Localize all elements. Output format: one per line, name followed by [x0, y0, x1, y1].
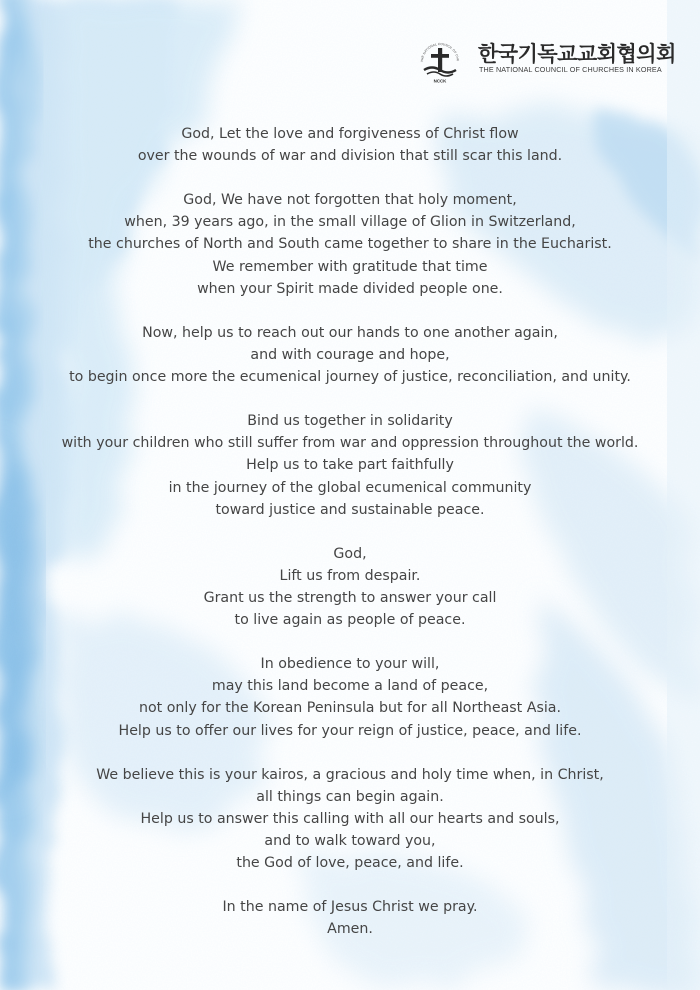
prayer-stanza [0, 189, 700, 299]
prayer-line: when, 39 years ago, in the small village of Glion in Switzerland, [124, 214, 576, 231]
prayer-line: In the name of Jesus Christ we pray. [222, 899, 478, 916]
ncck-emblem-icon [418, 40, 462, 84]
prayer-text [0, 123, 700, 963]
prayer-line: Now, help us to reach out our hands to one another again, [142, 324, 558, 341]
prayer-line: over the wounds of war and division that still scar this land. [137, 148, 563, 165]
prayer-line: God, Let the love and forgiveness of Christ flow [181, 126, 519, 142]
prayer-line: toward justice and sustainable peace. [215, 501, 485, 518]
prayer-line: God, [333, 545, 367, 562]
prayer-stanza [0, 322, 700, 388]
logo-ring-text: THE NATIONAL COUNCIL OF CHU [419, 41, 461, 63]
prayer-line: with your children who still suffer from war and oppression throughout the world. [61, 435, 639, 452]
org-logo [418, 38, 676, 88]
prayer-line: We believe this is your kairos, a gracious and holy time when, in Christ, [96, 766, 604, 783]
prayer-line: God, We have not forgotten that holy moment, [183, 192, 517, 209]
prayer-line: In obedience to your will, [260, 656, 440, 673]
prayer-line: when your Spirit made divided people one. [197, 280, 503, 297]
prayer-line: to begin once more the ecumenical journey of justice, reconciliation, and unity. [69, 369, 631, 386]
prayer-line: the churches of North and South came together to share in the Eucharist. [88, 236, 612, 253]
prayer-line: Help us to answer this calling with all our hearts and souls, [140, 810, 560, 827]
prayer-line: Help us to offer our lives for your reign of justice, peace, and life. [118, 722, 582, 739]
org-name-korean: 한국기독교교회협의회 [478, 42, 676, 66]
prayer-line: We remember with gratitude that time [212, 258, 488, 275]
prayer-stanza [0, 653, 700, 741]
prayer-line: and with courage and hope, [250, 346, 450, 363]
prayer-line: in the journey of the global ecumenical community [168, 479, 532, 496]
prayer-line: Grant us the strength to answer your call [203, 589, 497, 606]
prayer-stanza [0, 896, 700, 940]
prayer-line: the God of love, peace, and life. [236, 855, 464, 872]
prayer-line: all things can begin again. [256, 788, 444, 805]
prayer-line: Bind us together in solidarity [247, 413, 453, 430]
prayer-stanza [0, 123, 700, 167]
prayer-line: Lift us from despair. [279, 567, 421, 584]
prayer-line: and to walk toward you, [264, 833, 436, 849]
prayer-line: not only for the Korean Peninsula but for all Northeast Asia. [138, 700, 561, 717]
prayer-stanza [0, 543, 700, 631]
prayer-line: may this land become a land of peace, [211, 678, 489, 695]
prayer-line: Amen. [327, 921, 373, 938]
prayer-stanza [0, 410, 700, 520]
prayer-line: to live again as people of peace. [234, 612, 466, 629]
prayer-stanza [0, 764, 700, 874]
org-name-english: THE NATIONAL COUNCIL OF CHURCHES IN KOREA [479, 65, 662, 74]
logo-abbrev: NCCK [433, 78, 447, 84]
prayer-line: Help us to take part faithfully [246, 457, 454, 474]
